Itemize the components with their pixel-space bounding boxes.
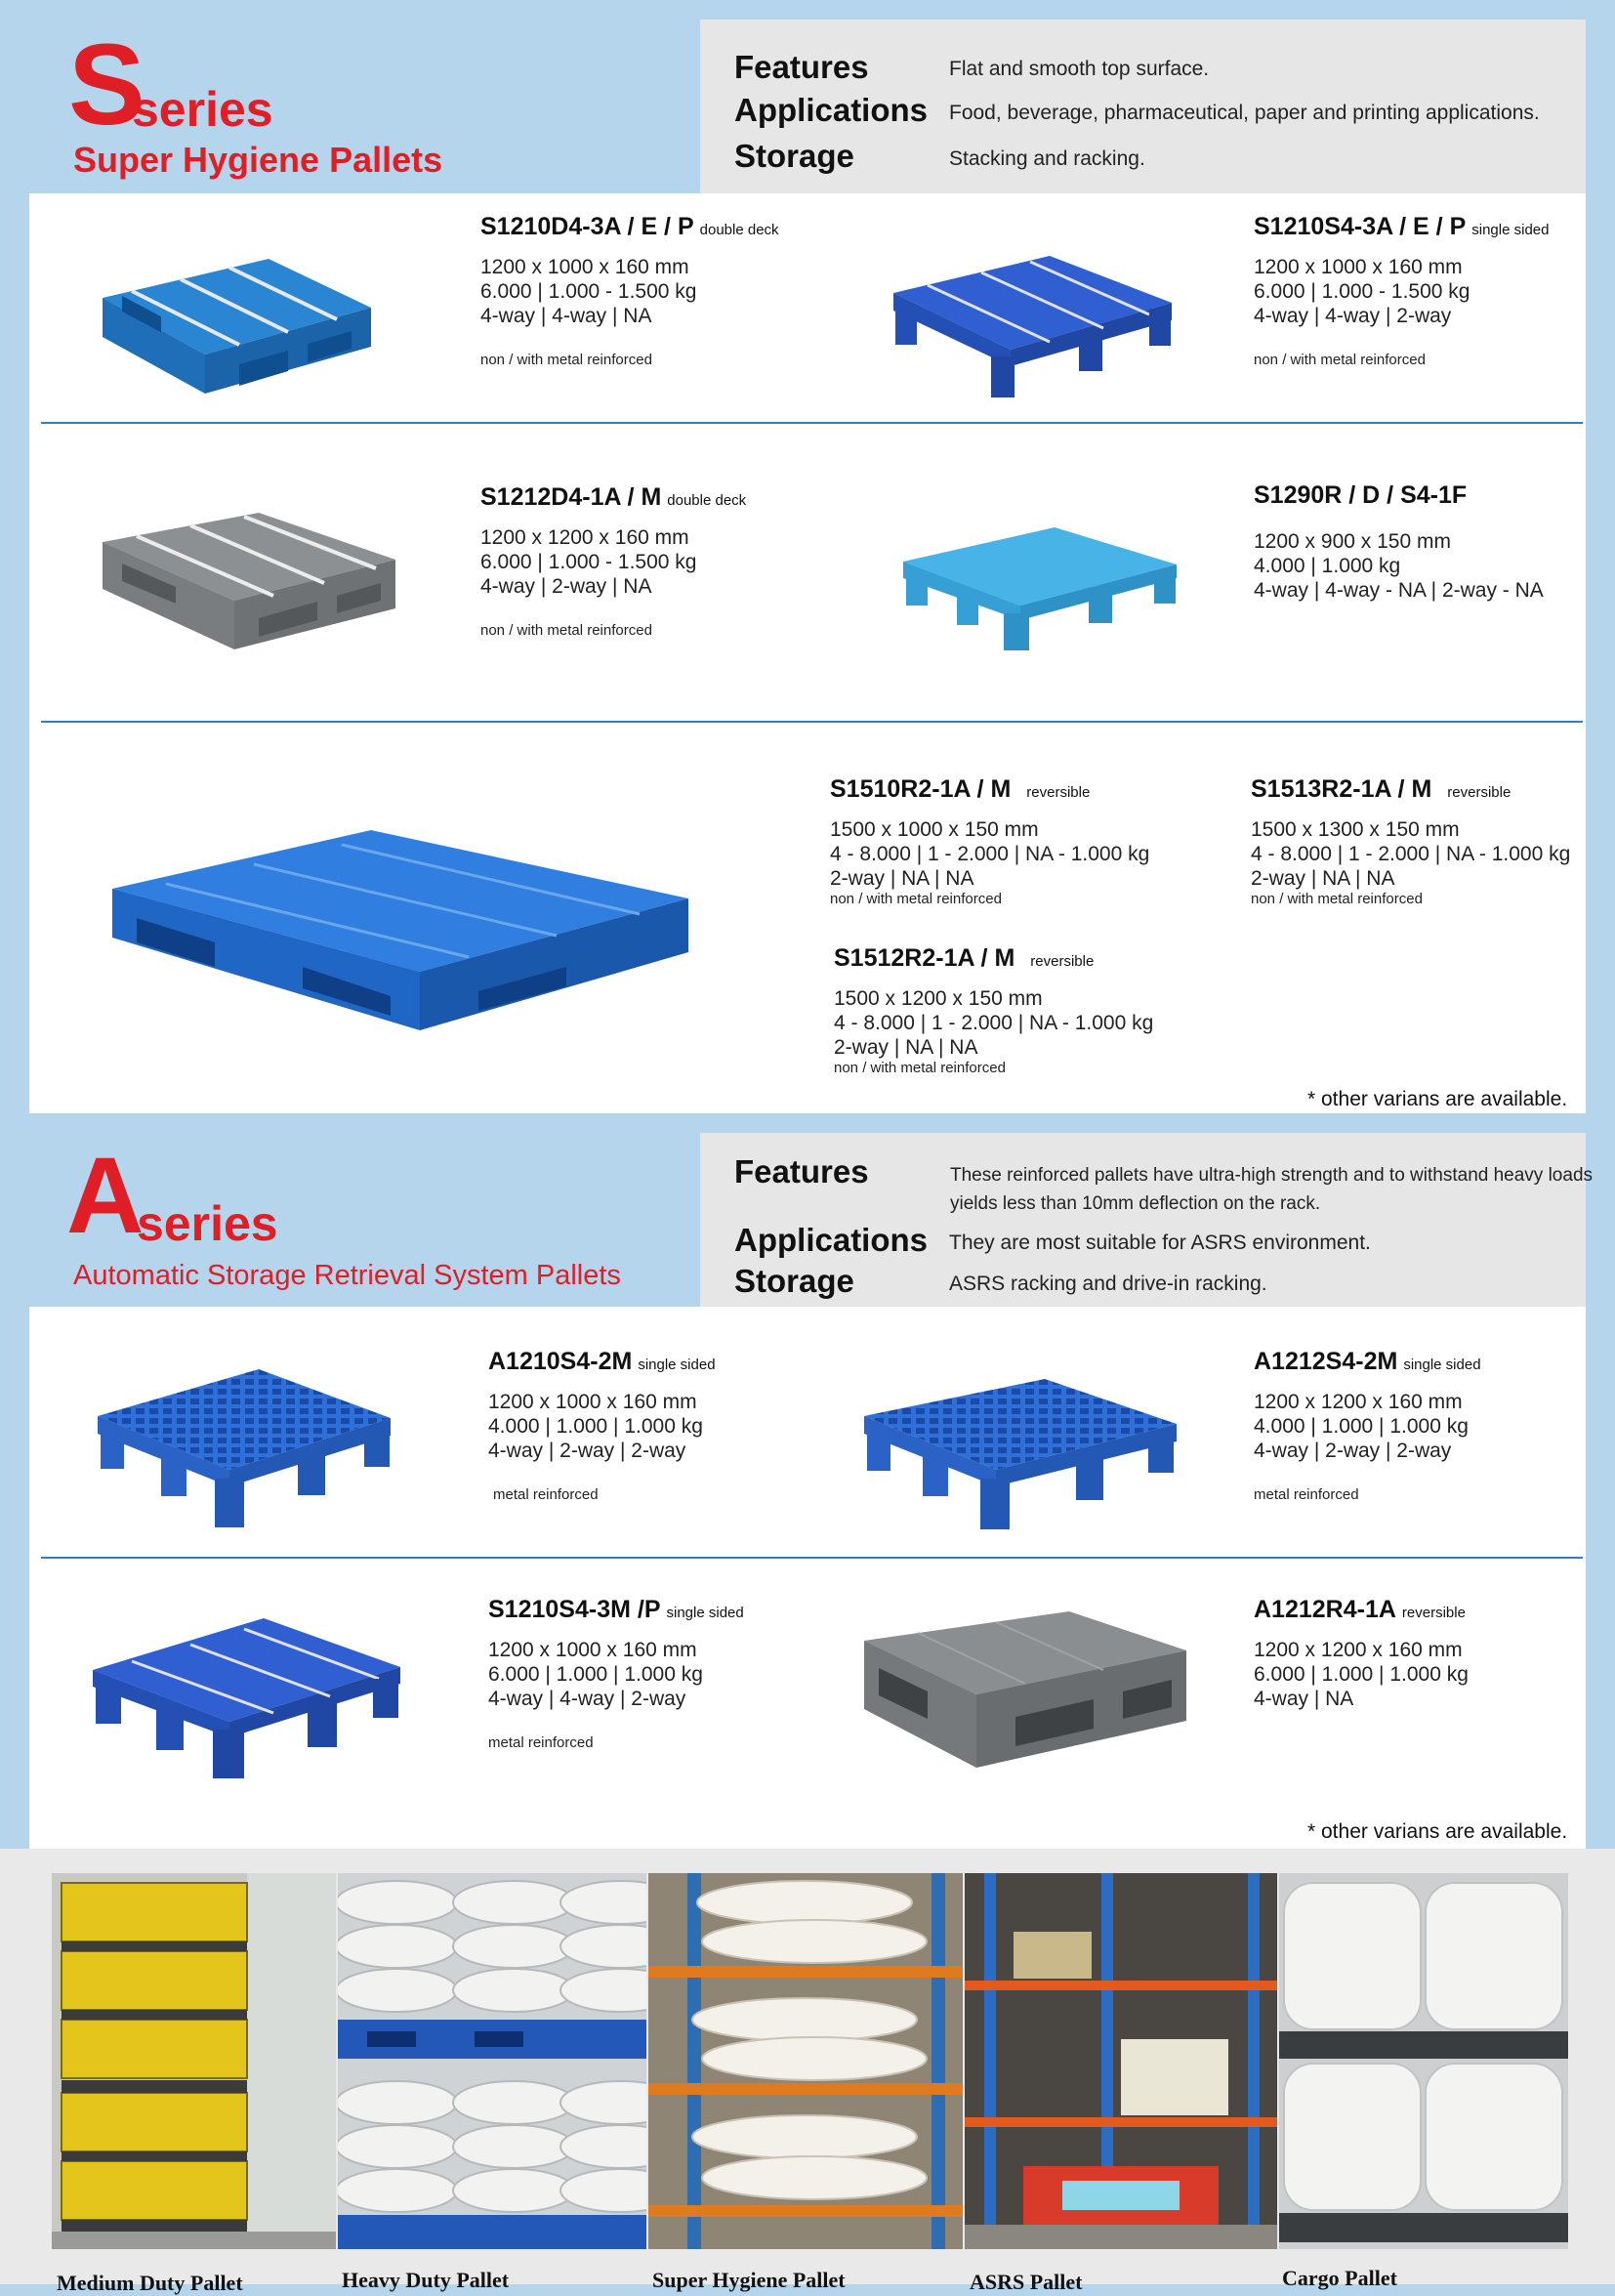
product-code: S1212D4-1A / M double deck <box>480 483 747 511</box>
pallet-image-s1290r <box>898 518 1181 654</box>
product-code: A1210S4-2M single sided <box>488 1348 716 1375</box>
product-note: metal reinforced <box>493 1486 599 1503</box>
pallet-image-a1212s4 <box>859 1367 1181 1538</box>
product-note: non / with metal reinforced <box>1251 891 1423 907</box>
gallery-label-super-hygiene: Super Hygiene Pallet <box>652 2268 846 2292</box>
pallet-image-a1212r4 <box>859 1602 1191 1777</box>
s-series-word: series <box>132 82 273 137</box>
product-note: non / with metal reinforced <box>1254 352 1426 368</box>
a-storage-text: ASRS racking and drive-in racking. <box>949 1273 1267 1295</box>
s-features-text: Flat and smooth top surface. <box>949 58 1210 80</box>
pallet-image-a1210s4 <box>93 1357 395 1533</box>
a-divider-1 <box>41 1557 1583 1559</box>
s-applications-label: Applications <box>734 92 929 128</box>
a-series-word: series <box>137 1196 278 1251</box>
product-note: non / with metal reinforced <box>480 622 652 639</box>
product-s1210s4 <box>1254 213 1549 368</box>
product-s1290r <box>1254 481 1544 603</box>
gallery-label-medium-duty: Medium Duty Pallet <box>57 2271 243 2295</box>
product-s1510r2 <box>830 775 1149 907</box>
gallery-photo-asrs <box>965 1873 1277 2249</box>
pallet-image-s1510r2 <box>107 811 693 1035</box>
product-specs: 1200 x 1000 x 160 mm 4.000 | 1.000 | 1.000 kg 4-way | 2-way | 2-way <box>488 1391 703 1462</box>
product-specs: 1500 x 1200 x 150 mm 4 - 8.000 | 1 - 2.000 | NA - 1.000 kg 2-way | NA | NA <box>834 987 1154 1059</box>
product-specs: 1200 x 1000 x 160 mm 6.000 | 1.000 | 1.000 kg 4-way | 4-way | 2-way <box>488 1639 703 1710</box>
gallery-label-asrs: ASRS Pallet <box>970 2270 1083 2294</box>
product-note: non / with metal reinforced <box>830 891 1002 907</box>
product-specs: 1200 x 1200 x 160 mm 6.000 | 1.000 - 1.500 kg 4-way | 2-way | NA <box>480 526 697 598</box>
product-code: S1210S4-3M /P single sided <box>488 1596 744 1623</box>
product-code: S1512R2-1A / M reversible <box>834 944 1095 972</box>
s-divider-1 <box>41 422 1583 424</box>
s-storage-text: Stacking and racking. <box>949 147 1145 170</box>
product-code: S1210D4-3A / E / P double deck <box>480 213 779 240</box>
product-note: metal reinforced <box>1254 1486 1359 1503</box>
s-series-letter: S <box>68 21 145 149</box>
gallery-photo-medium-duty <box>52 1873 336 2249</box>
pallet-image-s1212d4 <box>98 503 400 659</box>
a-storage-label: Storage <box>734 1263 854 1299</box>
a-applications-text: They are most suitable for ASRS environment. <box>949 1231 1371 1254</box>
product-note: metal reinforced <box>488 1734 594 1751</box>
bulk-bags-photo <box>1279 1873 1568 2249</box>
product-s1512r2 <box>834 944 1153 1076</box>
product-specs: 1200 x 1200 x 160 mm 6.000 | 1.000 | 1.000 kg 4-way | NA <box>1254 1639 1469 1710</box>
pallet-image-s1210s4 <box>884 234 1177 400</box>
product-code: S1290R / D / S4-1F <box>1254 481 1468 509</box>
gallery-label-heavy-duty: Heavy Duty Pallet <box>342 2268 510 2292</box>
pallet-image-s1210d4 <box>93 239 376 396</box>
gallery-photo-cargo <box>1279 1873 1568 2249</box>
s-availability-note: * other varians are available. <box>1307 1088 1568 1110</box>
product-a1212r4 <box>1254 1596 1469 1711</box>
s-storage-label: Storage <box>734 138 854 174</box>
a-applications-label: Applications <box>734 1222 929 1258</box>
product-code: S1510R2-1A / M reversible <box>830 775 1091 803</box>
a-features-label: Features <box>734 1153 869 1190</box>
gallery-photo-super-hygiene <box>648 1873 963 2249</box>
s-applications-text: Food, beverage, pharmaceutical, paper and printing applications. <box>949 102 1540 124</box>
gallery-label-cargo: Cargo Pallet <box>1282 2266 1397 2290</box>
product-code: S1210S4-3A / E / P single sided <box>1254 213 1550 240</box>
product-code: A1212S4-2M single sided <box>1254 1348 1481 1375</box>
product-a1212s4 <box>1254 1348 1481 1503</box>
product-s1210s4-3m <box>488 1596 744 1751</box>
a-features-text: These reinforced pallets have ultra-high strength and to withstand heavy loads <box>950 1165 1594 1186</box>
a-series-letter: A <box>66 1136 145 1256</box>
sack-stack-photo <box>338 1873 646 2249</box>
product-s1210d4 <box>480 213 779 368</box>
product-note: non / with metal reinforced <box>480 352 652 368</box>
rack-sacks-photo <box>648 1873 963 2249</box>
stacked-crates-photo <box>52 1873 336 2249</box>
gallery-photo-heavy-duty <box>338 1873 646 2249</box>
product-a1210s4 <box>488 1348 716 1503</box>
s-divider-2 <box>41 721 1583 723</box>
a-availability-note: * other varians are available. <box>1307 1820 1568 1843</box>
product-s1513r2 <box>1251 775 1570 907</box>
product-s1212d4 <box>480 483 746 639</box>
a-features-text-2: yields less than 10mm deflection on the rack. <box>950 1193 1321 1214</box>
product-note: non / with metal reinforced <box>834 1060 1006 1076</box>
product-code: S1513R2-1A / M reversible <box>1251 775 1511 803</box>
asrs-rack-photo <box>965 1873 1277 2249</box>
product-specs: 1200 x 1200 x 160 mm 4.000 | 1.000 | 1.000 kg 4-way | 2-way | 2-way <box>1254 1391 1469 1462</box>
product-specs: 1200 x 1000 x 160 mm 6.000 | 1.000 - 1.500 kg 4-way | 4-way | NA <box>480 256 697 327</box>
s-series-subtitle: Super Hygiene Pallets <box>73 140 443 180</box>
product-specs: 1500 x 1300 x 150 mm 4 - 8.000 | 1 - 2.000 | NA - 1.000 kg 2-way | NA | NA <box>1251 818 1571 890</box>
product-code: A1212R4-1A reversible <box>1254 1596 1466 1623</box>
pallet-image-s1210s4-3m <box>88 1607 405 1782</box>
s-features-label: Features <box>734 49 869 85</box>
a-series-subtitle: Automatic Storage Retrieval System Pallets <box>73 1260 621 1291</box>
product-specs: 1200 x 1000 x 160 mm 6.000 | 1.000 - 1.500 kg 4-way | 4-way | 2-way <box>1254 256 1470 327</box>
product-specs: 1200 x 900 x 150 mm 4.000 | 1.000 kg 4-way | 4-way - NA | 2-way - NA <box>1254 530 1544 602</box>
product-specs: 1500 x 1000 x 150 mm 4 - 8.000 | 1 - 2.000 | NA - 1.000 kg 2-way | NA | NA <box>830 818 1150 890</box>
